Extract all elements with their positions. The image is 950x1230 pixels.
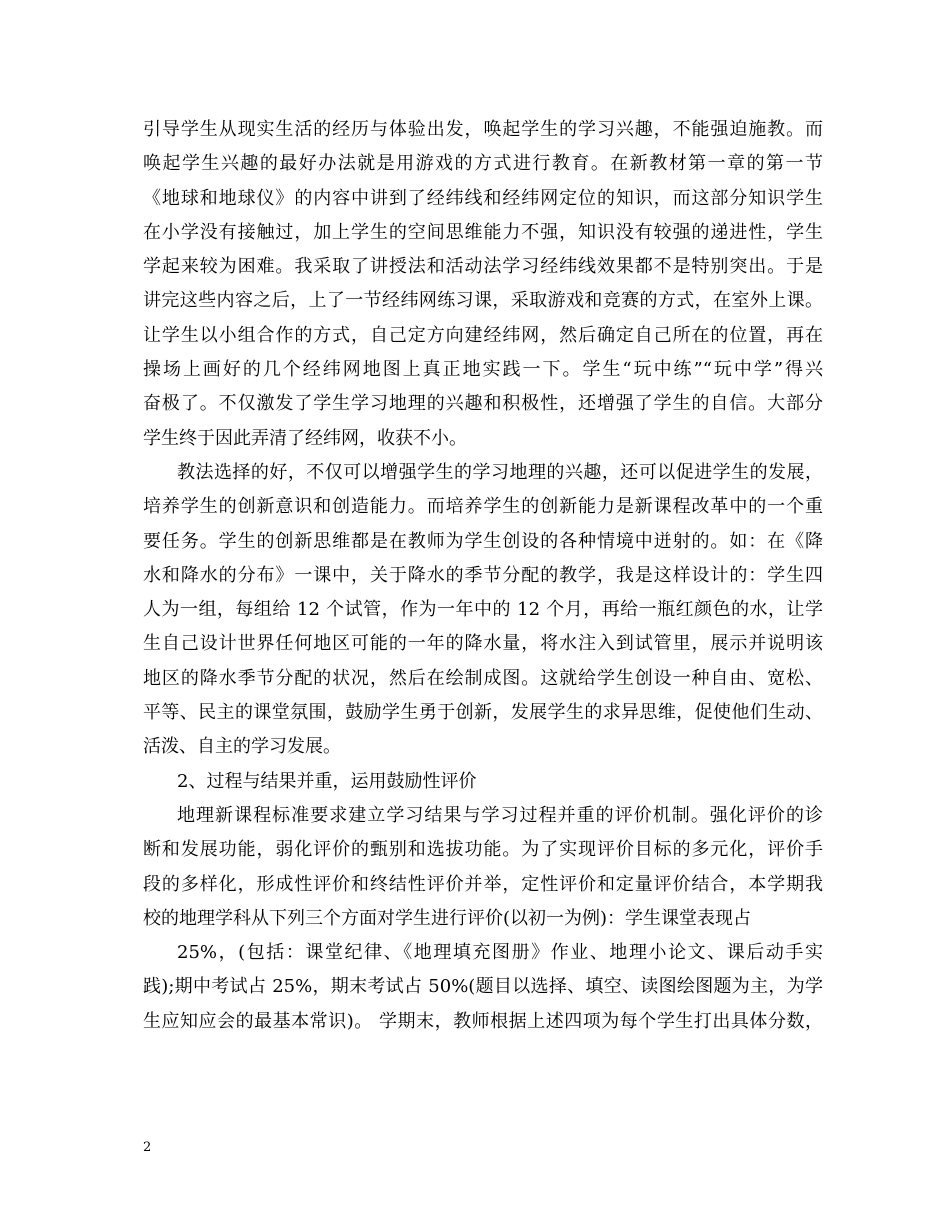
text-line: 25%，(包括：课堂纪律、《地理填充图册》作业、地理小论文、课后动手实 [177,942,823,964]
text-line: 学生终于因此弄清了经纬网，收获不小。 [143,427,467,449]
text-line: 让学生以小组合作的方式，自己定方向建经纬网，然后确定自己所在的位置，再在 [143,324,823,346]
text-line: 讲完这些内容之后，上了一节经纬网练习课，采取游戏和竞赛的方式，在室外上课。 [143,290,823,312]
text-line: 奋极了。不仅激发了学生学习地理的兴趣和积极性，还增强了学生的自信。大部分 [143,393,823,415]
text-line: 生自己设计世界任何地区可能的一年的降水量，将水注入到试管里，展示并说明该 [143,633,823,655]
text-line: 生应知应会的最基本常识)。 学期末，教师根据上述四项为每个学生打出具体分数， [143,1010,823,1032]
text-line: 段的多样化，形成性评价和终结性评价并举，定性评价和定量评价结合，本学期我 [143,873,823,895]
text-line: 校的地理学科从下列三个方面对学生进行评价(以初一为例)：学生课堂表现占 [143,907,752,929]
text-line: 《地球和地球仪》的内容中讲到了经纬线和经纬网定位的知识，而这部分知识学生 [143,187,823,209]
text-line: 培养学生的创新意识和创造能力。而培养学生的创新能力是新课程改革中的一个重 [143,496,823,518]
page-number: 2 [143,1140,152,1155]
text-line: 引导学生从现实生活的经历与体验出发，唤起学生的学习兴趣，不能强迫施教。而 [143,119,823,140]
text-line: 唤起学生兴趣的最好办法就是用游戏的方式进行教育。在新教材第一章的第一节 [143,153,823,175]
text-line: 活泼、自主的学习发展。 [143,736,341,758]
text-line: 在小学没有接触过，加上学生的空间思维能力不强，知识没有较强的递进性，学生 [143,221,823,243]
text-line: 水和降水的分布》一课中，关于降水的季节分配的教学，我是这样设计的：学生四 [143,564,823,586]
text-line: 地理新课程标准要求建立学习结果与学习过程并重的评价机制。强化评价的诊 [177,804,823,826]
text-line: 断和发展功能，弱化评价的甄别和选拔功能。为了实现评价目标的多元化，评价手 [143,839,823,861]
text-line: 操场上画好的几个经纬网地图上真正地实践一下。学生“玩中练”“玩中学”得兴 [143,359,823,381]
text-line: 人为一组，每组给 12 个试管，作为一年中的 12 个月，再给一瓶红颜色的水，让学 [143,599,823,621]
text-line: 地区的降水季节分配的状况，然后在绘制成图。这就给学生创设一种自由、宽松、 [143,667,823,689]
document-body [143,113,823,1039]
text-line: 践);期中考试占 25%，期末考试占 50%(题目以选择、填空、读图绘图题为主，为学 [143,976,823,998]
text-line: 学起来较为困难。我采取了讲授法和活动法学习经纬线效果都不是特别突出。于是 [143,256,823,278]
text-line: 2、过程与结果并重，运用鼓励性评价 [177,770,477,792]
text-line: 教法选择的好，不仅可以增强学生的学习地理的兴趣，还可以促进学生的发展， [177,461,823,483]
text-line: 平等、民主的课堂氛围，鼓励学生勇于创新，发展学生的求异思维，促使他们生动、 [143,702,823,724]
text-line: 要任务。学生的创新思维都是在教师为学生创设的各种情境中迸射的。如：在《降 [143,530,823,552]
